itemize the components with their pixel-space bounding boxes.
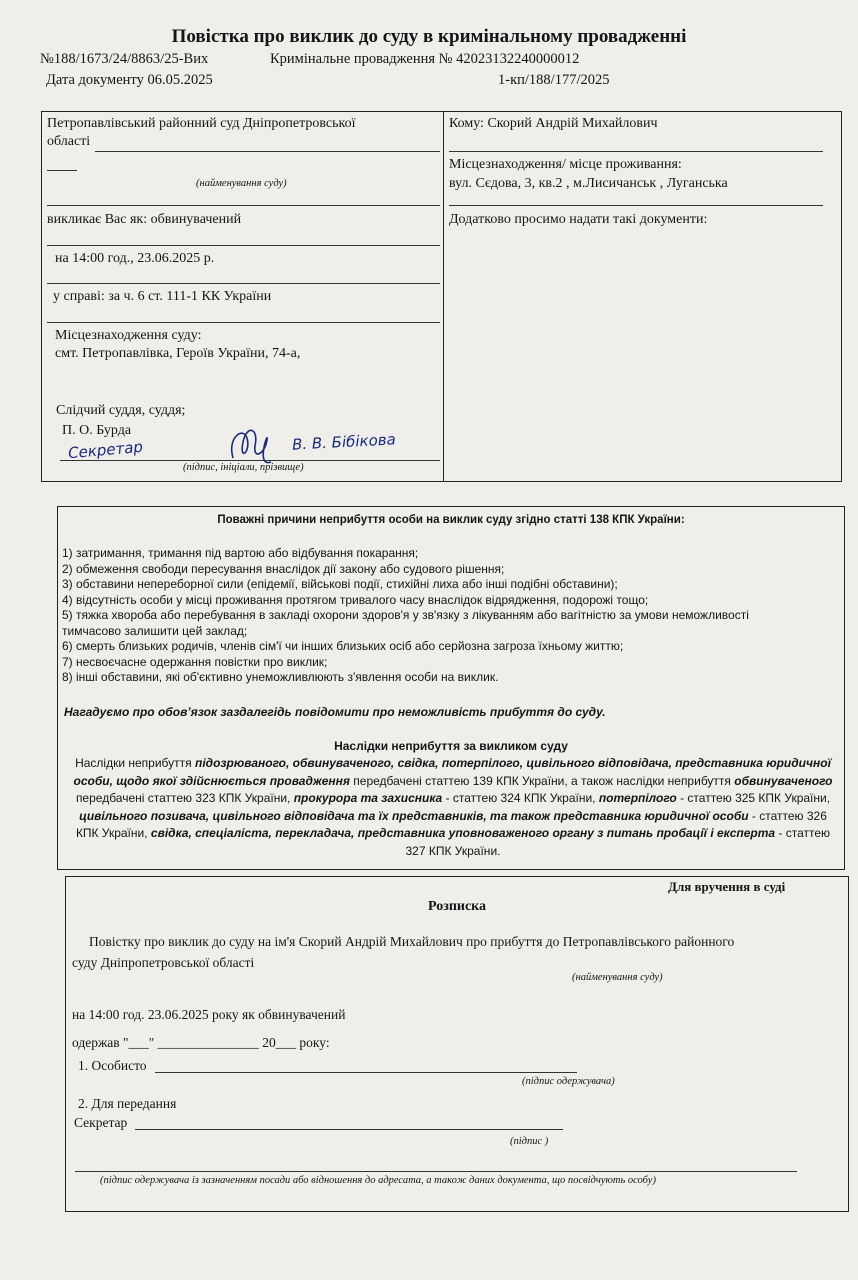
residence-address: вул. Сєдова, 3, кв.2 , м.Лисичанськ , Луганська — [449, 176, 728, 191]
proceeding-number: Кримінальне провадження № 42023132240000012 — [270, 51, 580, 67]
consequence-text: передбачені статтею 323 КПК України, — [75, 791, 294, 805]
reason-item: 3) обставини непереборної сили (епідемії, військові події, стихійні лиха або інші подібні обставини); — [62, 577, 618, 591]
transfer-label: 2. Для передання — [78, 1096, 177, 1111]
receipt-line1: Повістку про виклик до суду на ім'я Скорий Андрій Михайлович про прибуття до Петропавлівського районного — [89, 934, 735, 949]
court-caption: (найменування суду) — [196, 178, 287, 189]
court-location-label: Місцезнаходження суду: — [55, 328, 202, 343]
document-title: Повістка про виклик до суду в кримінальному провадженні — [171, 26, 687, 47]
separator-line — [47, 283, 440, 284]
separator-line — [449, 205, 823, 206]
receipt-line2: суду Дніпропетровської області — [72, 955, 255, 970]
case-article: у справі: за ч. 6 ст. 111-1 КК України — [53, 289, 272, 304]
consequence-party: потерпілого — [598, 791, 677, 805]
document-date: Дата документу 06.05.2025 — [46, 72, 213, 88]
court-name-line1: Петропавлівський районний суд Дніпропетровської — [47, 116, 356, 131]
judge-handwriting: В. В. Бібікова — [291, 430, 397, 454]
court-name-line2: області — [47, 134, 91, 149]
reason-item: 1) затримання, тримання під вартою або відбування покарання; — [62, 546, 419, 560]
receipt-court-caption: (найменування суду) — [572, 972, 663, 983]
received-date: одержав "___" _______________ 20___ року: — [72, 1035, 330, 1050]
bottom-sign-line — [75, 1171, 797, 1172]
consequence-party: свідка, спеціаліста, перекладача, представника уповноваженого органу з питань пробації і експерта — [150, 826, 776, 840]
summons-as: викликає Вас як: обвинувачений — [47, 212, 242, 227]
consequence-text: - статтею 326 КПК України, — [75, 808, 827, 840]
consequences-text — [68, 755, 838, 860]
secretary-label: Секретар — [74, 1115, 128, 1130]
residence-label: Місцезнаходження/ місце проживання: — [449, 157, 682, 172]
reasons-list — [62, 546, 749, 686]
consequence-party: прокурора та захисника — [293, 791, 443, 805]
recipient-name: Кому: Скорий Андрій Михайлович — [449, 116, 658, 131]
document-number: №188/1673/24/8863/25-Вих — [40, 51, 209, 67]
separator-line — [47, 322, 440, 323]
recipient-caption: (підпис одержувача) — [522, 1076, 615, 1087]
receipt-title: Розписка — [427, 899, 487, 914]
case-number: 1-кп/188/177/2025 — [498, 72, 610, 88]
reason-item: тимчасово залишити цей заклад; — [62, 623, 248, 638]
consequence-text: передбачені статтею 139 КПК України, а також наслідки неприбуття — [349, 773, 735, 788]
reason-item: 6) смерть близьких родичів, членів сім'ї чи інших близьких осіб або серйозна загроза їхньому життю; — [62, 639, 624, 653]
consequence-text: - статтею 324 КПК України, — [442, 791, 599, 805]
secretary-sign-line — [135, 1129, 563, 1130]
reminder: Нагадуємо про обов’язок заздалегідь повідомити про неможливість прибуття до суду. — [64, 705, 606, 719]
separator-line — [47, 205, 440, 206]
reason-item: 5) тяжка хвороба або перебування в закладі охорони здоров'я у зв'язку з лікуванням або вагітністю за умови неможливості — [62, 608, 749, 622]
reason-item: 2) обмеження свободи пересування внаслідок дії закону або судового рішення; — [62, 561, 505, 576]
judge-label: Слідчий суддя, суддя; — [56, 403, 186, 418]
bottom-caption: (підпис одержувача із зазначенням посади або відношення до адресата, а також даних документа, що посвідчують особу) — [100, 1175, 656, 1186]
court-location: смт. Петропавлівка, Героїв України, 74-а, — [55, 346, 301, 361]
secretary-caption: (підпис ) — [510, 1136, 549, 1147]
reasons-title: Поважні причини неприбуття особи на виклик суду згідно статті 138 КПК України: — [217, 514, 685, 526]
hearing-datetime: на 14:00 год., 23.06.2025 р. — [55, 251, 215, 266]
documents-request: Додатково просимо надати такі документи: — [449, 212, 708, 227]
reason-item: 4) відсутність особи у місці проживання протягом тривалого часу внаслідок відрядження, подорожі тощо; — [62, 592, 649, 607]
receipt-when: на 14:00 год. 23.06.2025 року як обвинувачений — [72, 1007, 346, 1022]
reason-item: 7) несвоєчасне одержання повістки про виклик; — [62, 654, 328, 669]
secretary-handwriting: Секретар — [67, 437, 144, 463]
personal-sign-line — [155, 1072, 577, 1073]
separator-line — [449, 151, 823, 152]
consequence-party: цивільного позивача, цивільного відповідача та їх представників, та також представника юридичної особи — [79, 808, 749, 823]
signature-scribble — [225, 418, 275, 472]
for-court-label: Для вручення в суді — [668, 879, 786, 894]
judge-name: П. О. Бурда — [62, 423, 132, 438]
consequence-text: - статтею 327 КПК України. — [405, 826, 831, 858]
consequence-text: Наслідки неприбуття — [75, 756, 195, 770]
consequences-title: Наслідки неприбуття за викликом суду — [334, 739, 568, 753]
judge-sign-caption: (підпис, ініціали, прізвище) — [183, 462, 304, 473]
consequence-party: обвинуваченого — [734, 773, 833, 788]
personally-label: 1. Особисто — [78, 1058, 147, 1073]
summons-divider — [443, 111, 444, 482]
court-line-short — [47, 170, 77, 171]
court-line — [95, 151, 440, 152]
consequence-text: - статтею 325 КПК України, — [676, 791, 831, 805]
separator-line — [47, 245, 440, 246]
consequence-party: підозрюваного, обвинуваченого, свідка, потерпілого, цивільного відповідача, представника юридичної особи, щодо якої здійснюється провадження — [73, 756, 831, 788]
reason-item: 8) інші обставини, які об'єктивно унеможливлюють з'явлення особи на виклик. — [62, 670, 499, 684]
